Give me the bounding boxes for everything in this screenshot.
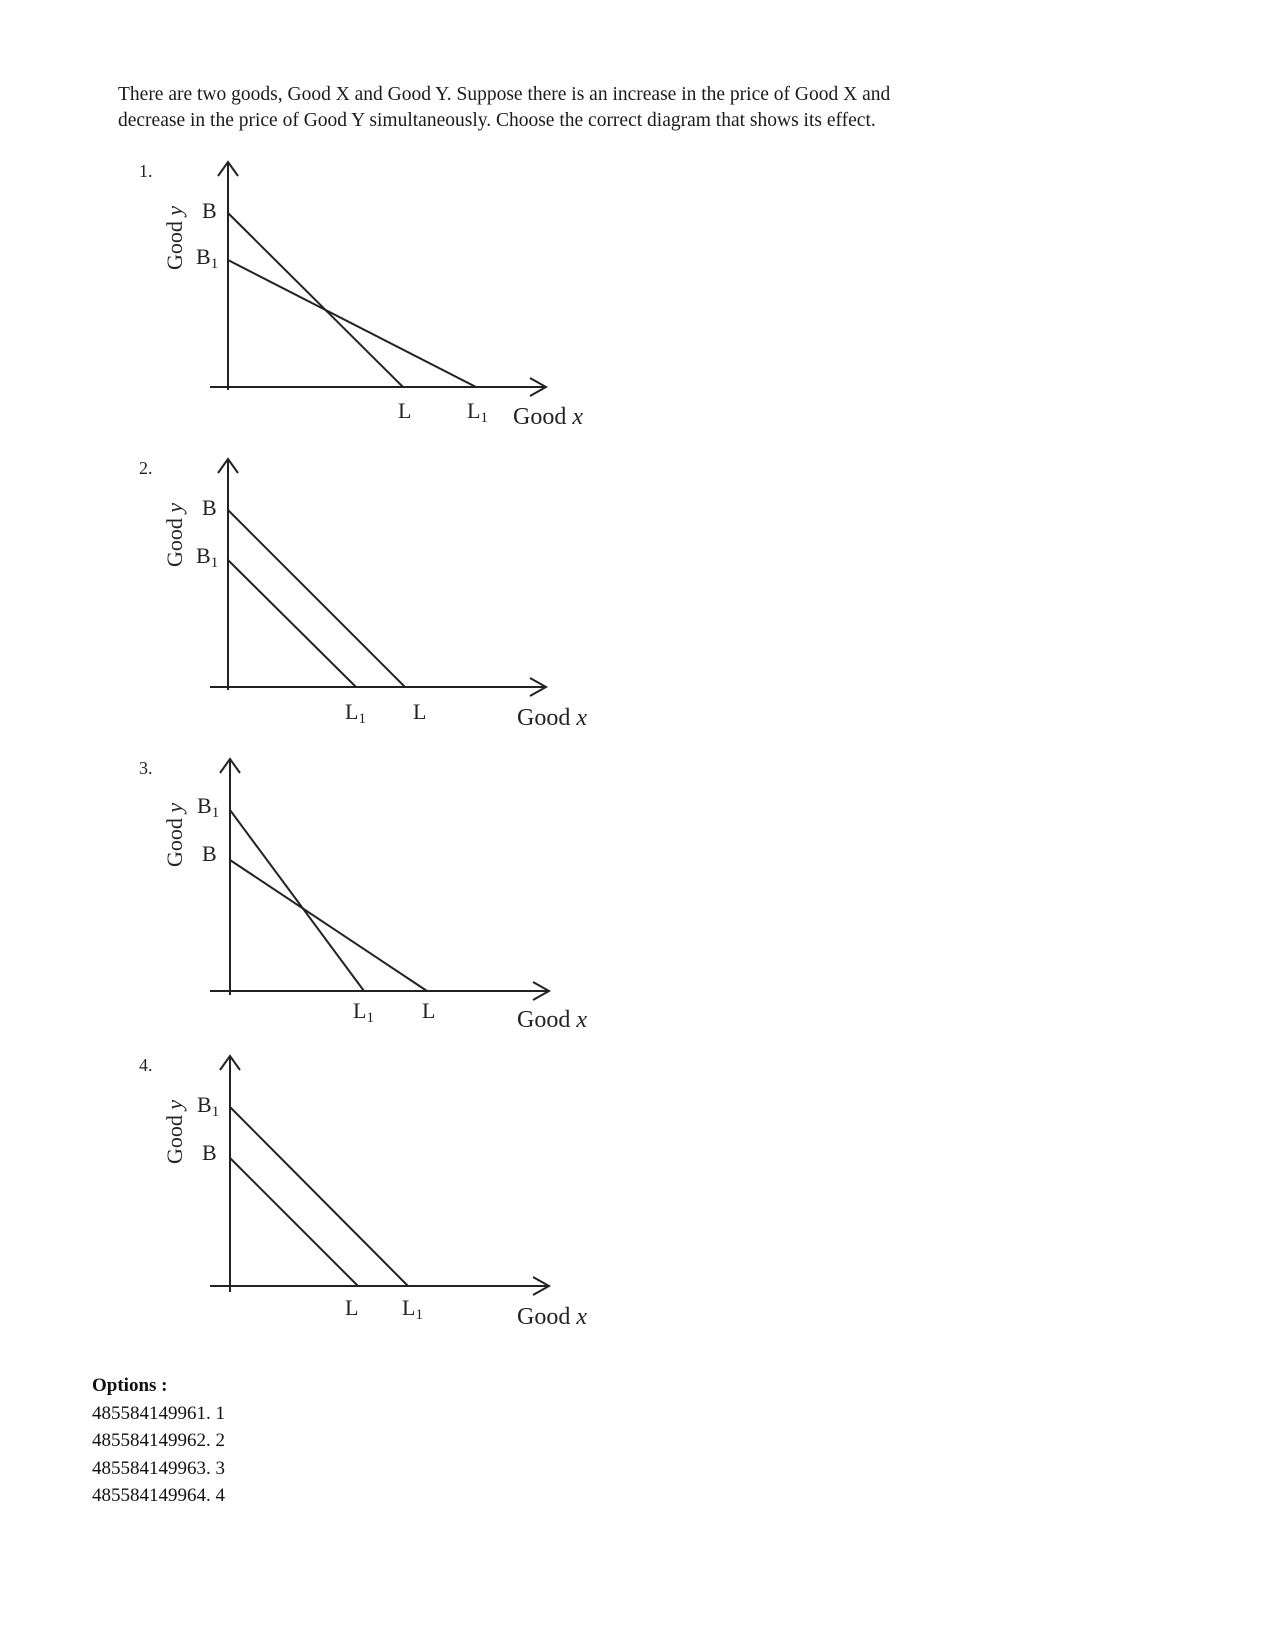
- diagram-4: [130, 1052, 650, 1352]
- point-label-lower: B: [202, 841, 217, 866]
- budget-line-B-L: [228, 213, 403, 387]
- point-label-lower: $B_1$: [196, 244, 219, 272]
- question-line-2: decrease in the price of Good Y simultaneously. Choose the correct diagram that shows its effect.: [118, 110, 876, 131]
- point-label-upper: B: [202, 495, 217, 520]
- point-label-right: L: [413, 699, 427, 724]
- options-list: [92, 1372, 225, 1510]
- y-axis-label: Good y: [162, 205, 187, 270]
- option-item-1[interactable]: 485584149961. 1: [92, 1402, 225, 1424]
- diagram-number: 1.: [139, 161, 153, 181]
- x-axis-label: Good x: [517, 1304, 587, 1330]
- diagram-2: [130, 455, 650, 755]
- point-label-lower: $B_1$: [196, 543, 219, 571]
- x-axis-label: Good x: [517, 705, 587, 731]
- x-axis-label: Good x: [513, 404, 583, 430]
- budget-line-B1-L1: [230, 810, 364, 991]
- budget-line-B1-L1: [228, 260, 476, 387]
- y-axis-label: Good y: [162, 802, 187, 867]
- question-text: [118, 82, 1078, 134]
- option-item-3[interactable]: 485584149963. 3: [92, 1457, 225, 1479]
- budget-line-B-L: [230, 860, 427, 991]
- budget-line-B-L: [230, 1158, 358, 1286]
- y-axis-label: Good y: [162, 1099, 187, 1164]
- diagram-number: 4.: [139, 1055, 153, 1075]
- point-label-left: L: [345, 1295, 359, 1320]
- option-item-2[interactable]: 485584149962. 2: [92, 1430, 225, 1451]
- diagram-number: 2.: [139, 458, 153, 478]
- point-label-left: $L_1$: [353, 998, 374, 1026]
- diagram-number: 3.: [139, 758, 153, 778]
- options-title: Options :: [92, 1375, 168, 1396]
- point-label-lower: B: [202, 1140, 217, 1165]
- y-axis-label: Good y: [162, 502, 187, 567]
- point-label-upper: $B_1$: [197, 793, 220, 821]
- point-label-right: $L_1$: [402, 1295, 423, 1323]
- point-label-right: L: [422, 998, 436, 1023]
- diagram-1: [130, 158, 650, 458]
- budget-line-B1-L1: [230, 1107, 408, 1286]
- point-label-left: $L_1$: [345, 699, 366, 727]
- point-label-upper: $B_1$: [197, 1092, 220, 1120]
- option-item-4[interactable]: 485584149964. 4: [92, 1485, 225, 1506]
- question-line-1: There are two goods, Good X and Good Y. Suppose there is an increase in the price of Good X and: [118, 84, 891, 105]
- x-axis-label: Good x: [517, 1007, 587, 1033]
- point-label-left: L: [398, 398, 412, 423]
- point-label-right: $L_1$: [467, 398, 488, 426]
- diagram-3: [130, 755, 650, 1055]
- budget-line-B1-L1: [228, 560, 356, 687]
- point-label-upper: B: [202, 198, 217, 223]
- budget-line-B-L: [228, 510, 405, 687]
